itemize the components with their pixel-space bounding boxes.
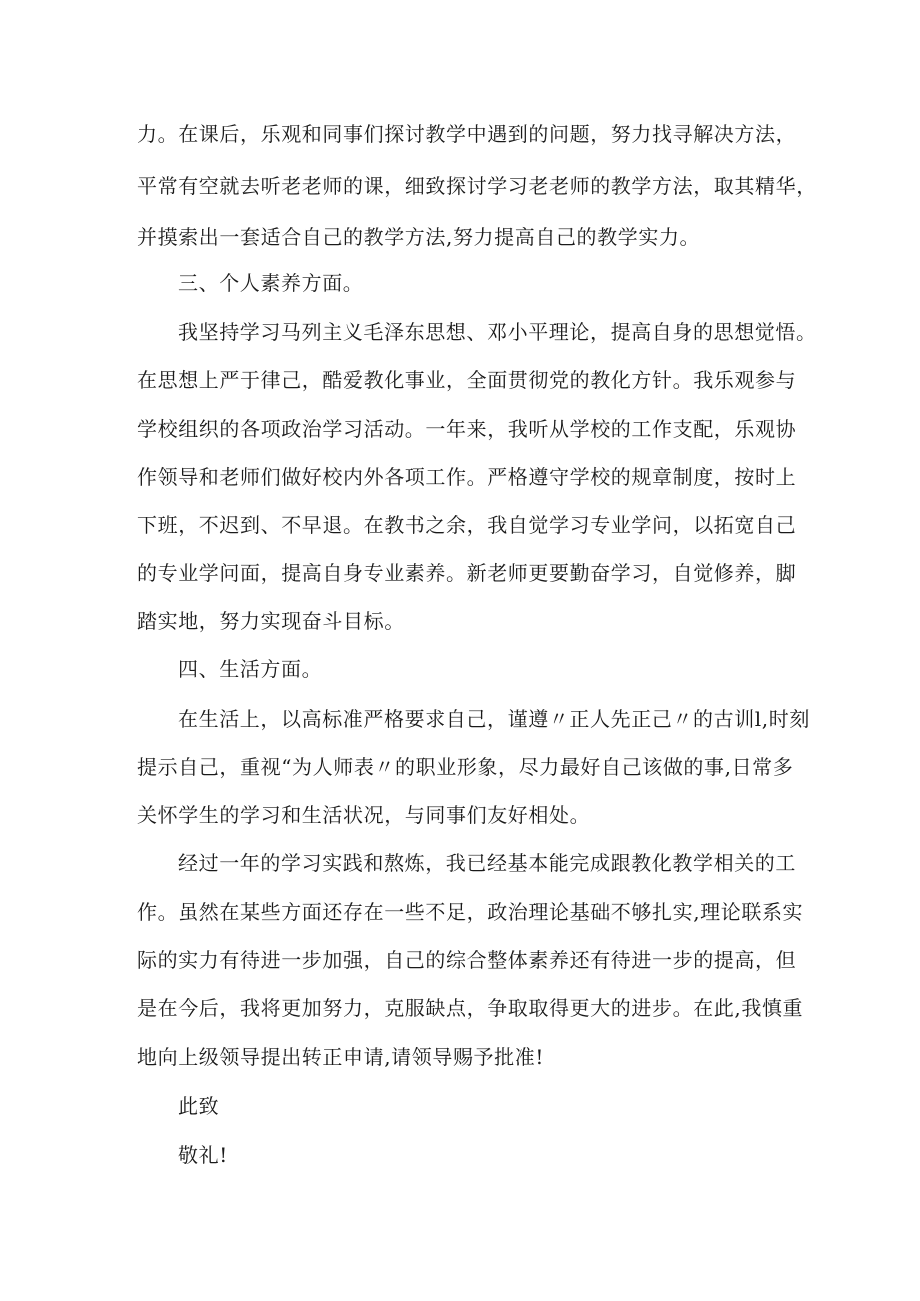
body-text-line: 力。在课后，乐观和同事们探讨教学中遇到的问题，努力找寻解决方法， (137, 122, 797, 146)
section-heading: 三、个人素养方面。 (178, 271, 364, 295)
body-text-line: 作领导和老师们做好校内外各项工作。严格遵守学校的规章制度，按时上 (137, 465, 797, 489)
body-text-line: 经过一年的学习实践和熬炼，我已经基本能完成跟教化教学相关的工 (178, 851, 796, 875)
body-text-line: 地向上级领导提出转正申请,请领导赐予批准! (137, 1045, 544, 1069)
body-text-line: 在生活上，以高标准严格要求自己，谨遵〃正人先正己〃的古训l,时刻 (178, 707, 810, 731)
closing-salutation: 此致 (178, 1094, 220, 1118)
body-text-line: 下班，不迟到、不早退。在教书之余，我自觉学习专业学问，以拓宽自己 (137, 513, 797, 537)
body-text-line: 的专业学问面，提高自身专业素养。新老师更要勤奋学习，自觉修养，脚 (137, 561, 797, 585)
closing-regards: 敬礼! (178, 1143, 228, 1167)
body-text-line: 作。虽然在某些方面还存在一些不足，政治理论基础不够扎实,理论联系实 (137, 900, 804, 924)
body-text-line: 关怀学生的学习和生活状况，与同事们友好相处。 (137, 803, 591, 827)
body-text-line: 我坚持学习马列主义毛泽东思想、邓小平理论，提高自身的思想觉悟。 (178, 320, 817, 344)
body-text-line: 是在今后，我将更加努力，克服缺点，争取取得更大的进步。在此,我慎重 (137, 996, 804, 1020)
body-text-line: 际的实力有待进一步加强，自己的综合整体素养还有待进一步的提高，但 (137, 948, 797, 972)
body-text-line: 并摸索出一套适合自己的教学方法,努力提高自己的教学实力。 (137, 225, 701, 249)
body-text-line: 在思想上严于律己，酷爱教化事业，全面贯彻党的教化方针。我乐观参与 (137, 368, 797, 392)
body-text-line: 学校组织的各项政治学习活动。一年来，我听从学校的工作支配，乐观协 (137, 417, 797, 441)
body-text-line: 踏实地，努力实现奋斗目标。 (137, 609, 405, 633)
body-text-line: 提示自己，重视“为人师表〃的职业形象，尽力最好自己该做的事,日常多 (137, 755, 794, 779)
body-text-line: 平常有空就去听老老师的课，细致探讨学习老老师的教学方法，取其精华， (137, 174, 817, 198)
section-heading: 四、生活方面。 (178, 657, 323, 681)
